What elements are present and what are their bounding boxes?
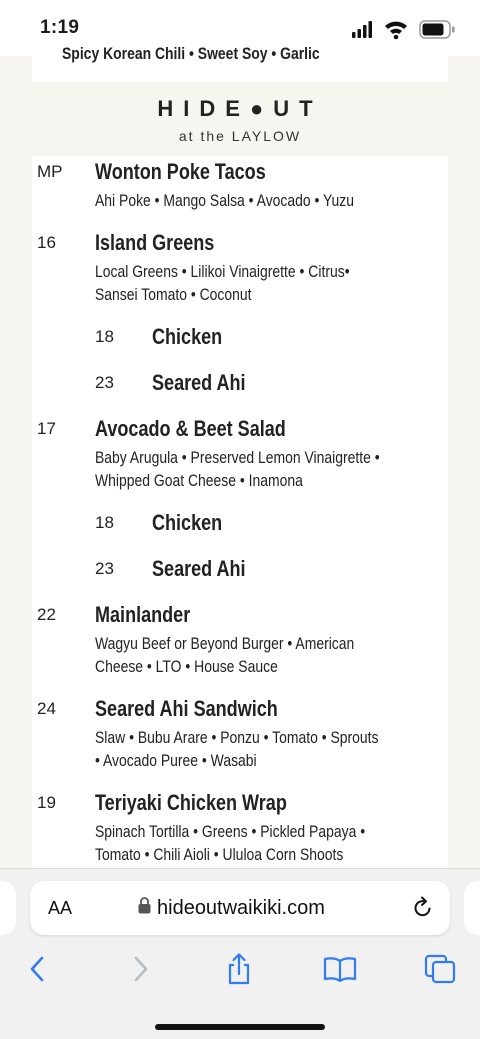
item-price: 16 (37, 233, 56, 252)
item-description-line: Cheese • LTO • House Sauce (95, 657, 278, 676)
logo-header (0, 82, 480, 156)
logo-subtitle: at the LAYLOW (178, 128, 302, 144)
item-description (95, 820, 365, 866)
addon-name: Seared Ahi (152, 556, 246, 581)
cut-off-description: Spicy Korean Chili • Sweet Soy • Garlic (62, 44, 320, 63)
item-name: Seared Ahi Sandwich (95, 696, 278, 721)
reload-icon[interactable] (412, 896, 434, 925)
item-description-line: • Avocado Puree • Wasabi (95, 751, 257, 770)
wifi-icon (385, 22, 407, 40)
item-price: 17 (37, 419, 56, 438)
address-bar[interactable] (30, 881, 450, 935)
web-content[interactable] (0, 44, 480, 868)
item-description-line: Local Greens • Lilikoi Vinaigrette • Citrus• (95, 262, 350, 281)
item-name: Mainlander (95, 602, 191, 627)
item-price: 19 (37, 793, 56, 812)
status-icons (352, 20, 462, 40)
item-description (95, 726, 379, 772)
item-description (95, 446, 380, 492)
item-description-line: Baby Arugula • Preserved Lemon Vinaigrette • (95, 448, 380, 467)
item-name: Teriyaki Chicken Wrap (95, 790, 287, 815)
share-icon (225, 953, 253, 985)
addon-price: 23 (95, 559, 114, 578)
addon-price: 18 (95, 513, 114, 532)
item-description-line: Whipped Goat Cheese • Inamona (95, 471, 303, 490)
item-description-line: Tomato • Chili Aioli • Ululoa Corn Shoots (95, 845, 344, 864)
addon-name: Chicken (152, 324, 223, 349)
item-description (95, 260, 350, 306)
bookmarks-icon (323, 955, 357, 983)
url-text[interactable]: hideoutwaikiki.com (157, 896, 325, 919)
forward-button[interactable] (120, 949, 160, 989)
next-tab-preview[interactable] (464, 881, 480, 935)
battery-icon (420, 21, 455, 38)
addon-name: Chicken (152, 510, 223, 535)
item-description (95, 189, 354, 212)
home-indicator[interactable] (155, 1024, 325, 1030)
tabs-button[interactable] (420, 949, 460, 989)
bookmarks-button[interactable] (320, 949, 360, 989)
back-icon (28, 955, 48, 983)
item-price: MP (37, 162, 63, 181)
cellular-signal-icon (352, 21, 372, 38)
reader-options-button[interactable]: AA (48, 898, 73, 918)
item-name: Island Greens (95, 230, 215, 255)
back-button[interactable] (18, 949, 58, 989)
browser-bottom-bar (0, 868, 480, 1039)
addon-price: 18 (95, 327, 114, 346)
forward-icon (130, 955, 150, 983)
item-description-line: Wagyu Beef or Beyond Burger • American (95, 634, 355, 653)
item-price: 22 (37, 605, 56, 624)
url-display[interactable] (138, 896, 325, 920)
item-description-line: Ahi Poke • Mango Salsa • Avocado • Yuzu (95, 191, 355, 210)
addon-name: Seared Ahi (152, 370, 246, 395)
lock-icon (138, 897, 151, 919)
item-description-line: Sansei Tomato • Coconut (95, 285, 252, 304)
item-description-line: Spinach Tortilla • Greens • Pickled Papaya • (95, 822, 366, 841)
status-time: 1:19 (40, 17, 80, 38)
item-description (95, 632, 354, 678)
previous-tab-preview[interactable] (0, 881, 16, 935)
item-description-line: Slaw • Bubu Arare • Ponzu • Tomato • Sprouts (95, 728, 379, 747)
item-name: Avocado & Beet Salad (95, 416, 286, 441)
item-name: Wonton Poke Tacos (95, 159, 266, 184)
addon-price: 23 (95, 373, 114, 392)
tabs-icon (424, 954, 456, 984)
logo: HIDE●UT (157, 96, 323, 121)
item-price: 24 (37, 699, 56, 718)
share-button[interactable] (219, 949, 259, 989)
